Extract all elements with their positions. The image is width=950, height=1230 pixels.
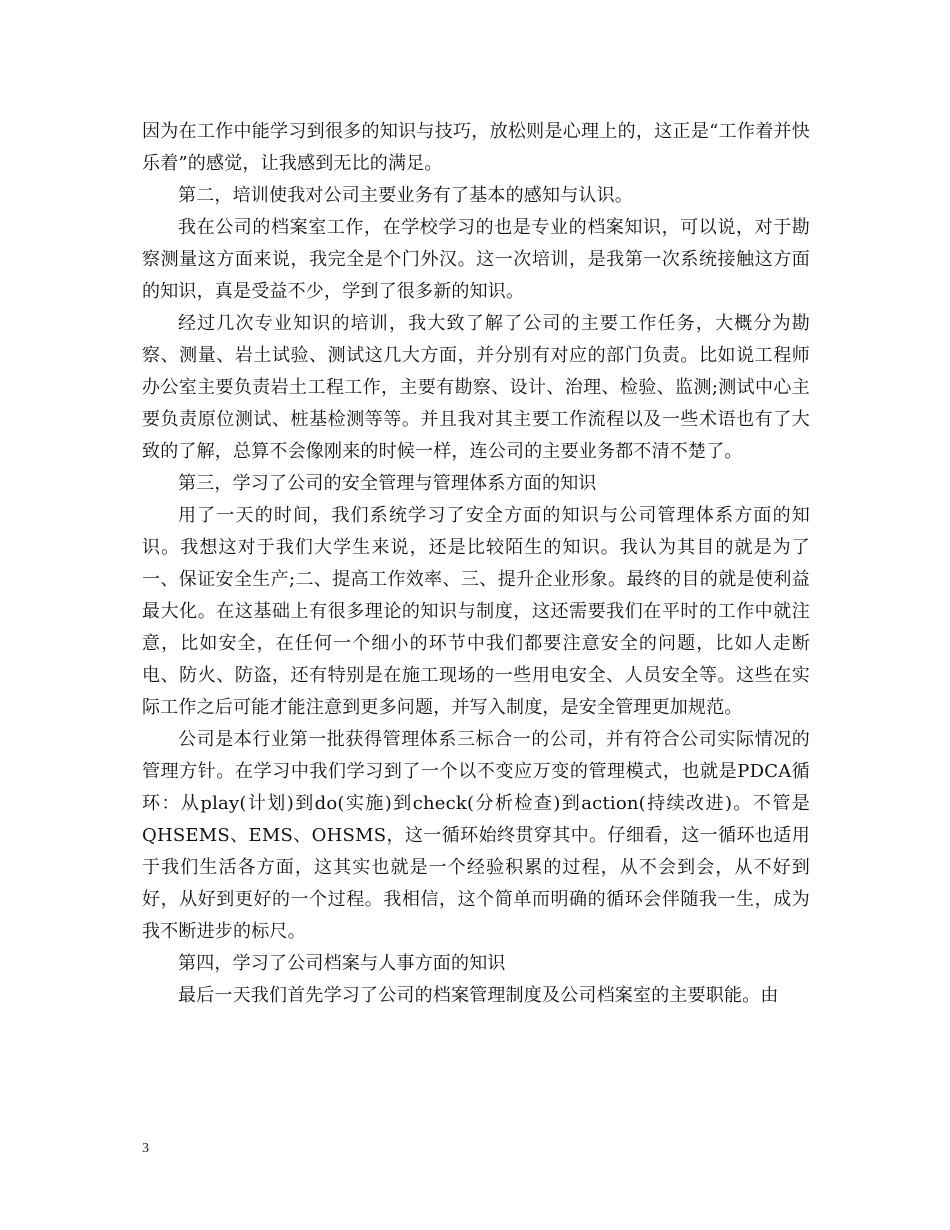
paragraph-heading-fourth: 第四，学习了公司档案与人事方面的知识: [178, 953, 506, 974]
paragraph: 最后一天我们首先学习了公司的档案管理制度及公司档案室的主要职能。由: [178, 985, 779, 1006]
document-body: [142, 116, 810, 1012]
paragraph-continuation: 因为在工作中能学习到很多的知识与技巧，放松则是心理上的，这正是“工作着并快乐着”的感觉，让我感到无比的满足。: [142, 121, 810, 174]
paragraph-heading-second: 第二，培训使我对公司主要业务有了基本的感知与认识。: [178, 185, 633, 206]
paragraph: 经过几次专业知识的培训，我大致了解了公司的主要工作任务，大概分为勘察、测量、岩土试验、测试这几大方面，并分别有对应的部门负责。比如说工程师办公室主要负责岩土工程工作，主要有勘察、设计、治理、检验、监测;测试中心主要负责原位测试、桩基检测等等。并且我对其主要工作流程以及一些术语也有了大致的了解，总算不会像刚来的时候一样，连公司的主要业务都不清不楚了。: [142, 313, 810, 462]
paragraph: 我在公司的档案室工作，在学校学习的也是专业的档案知识，可以说，对于勘察测量这方面来说，我完全是个门外汉。这一次培训，是我第一次系统接触这方面的知识，真是受益不少，学到了很多新的知识。: [142, 217, 810, 302]
paragraph: 用了一天的时间，我们系统学习了安全方面的知识与公司管理体系方面的知识。我想这对于我们大学生来说，还是比较陌生的知识。我认为其目的就是为了一、保证安全生产;二、提高工作效率、三、提升企业形象。最终的目的就是使利益最大化。在这基础上有很多理论的知识与制度，这还需要我们在平时的工作中就注意，比如安全，在任何一个细小的环节中我们都要注意安全的问题，比如人走断电、防火、防盗，还有特别是在施工现场的一些用电安全、人员安全等。这些在实际工作之后可能才能注意到更多问题，并写入制度，是安全管理更加规范。: [142, 505, 810, 718]
paragraph-heading-third: 第三，学习了公司的安全管理与管理体系方面的知识: [178, 473, 597, 494]
page-number: 3: [142, 1141, 149, 1156]
paragraph: 公司是本行业第一批获得管理体系三标合一的公司，并有符合公司实际情况的管理方针。在学习中我们学习到了一个以不变应万变的管理模式，也就是PDCA循环：从play(计划)到do(实施)到check(分析检查)到action(持续改进)。不管是QHSEMS、EMS、OHSMS，这一循环始终贯穿其中。仔细看，这一循环也适用于我们生活各方面，这其实也就是一个经验积累的过程，从不会到会，从不好到好，从好到更好的一个过程。我相信，这个简单而明确的循环会伴随我一生，成为我不断进步的标尺。: [142, 729, 810, 942]
